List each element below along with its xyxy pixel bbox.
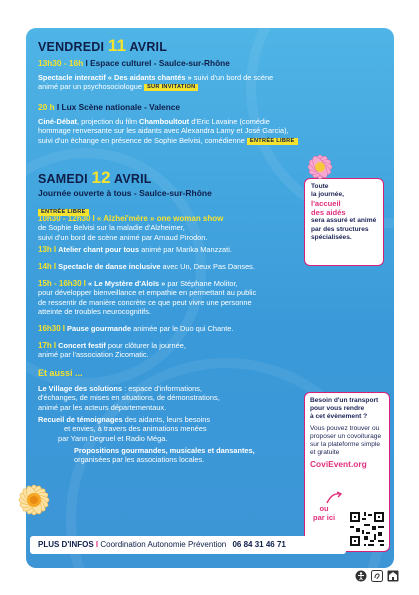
- saturday-event-1: 10h30 - 12h30 I « Alzhei'mère » one woman show de Sophie Belvisi sur la maladie d'Alzheimer, suivi d'un bord de scène animé par Arnaud Pirodon.: [38, 214, 224, 242]
- building-icon: [387, 570, 399, 582]
- saturday-event-5: 16h30 I Pause gourmande animée par le Duo qui Chante.: [38, 324, 234, 333]
- friday-slot2-header: 20 h I Lux Scène nationale - Valence: [38, 102, 181, 112]
- saturday-event-2: 13h I Atelier chant pour tous animé par Marika Manzzati.: [38, 245, 232, 254]
- accessibility-icon: [355, 570, 367, 582]
- flower-icon: [4, 470, 64, 530]
- also-item-1: Le Village des solutions : espace d'informations, d'échanges, de mises en situations, de démonstrations, animé par les acteurs départementaux.: [38, 384, 220, 412]
- saturday-event-6: 17h I Concert festif pour clôturer la journée, animé par l'association Zicomatic.: [38, 341, 186, 360]
- covievent-link[interactable]: CoviEvent.org: [310, 459, 367, 470]
- also-item-2: Recueil de témoignages des aidants, leurs besoins et envies, à travers des animations menées par Yann Degruel et Radio Méga.: [38, 415, 211, 443]
- friday-slot1-header: 13h30 - 16h I Espace culturel - Saulce-sur-Rhône: [38, 58, 230, 68]
- friday-slot1-desc: Spectacle interactif « Des aidants chantés » suivi d'un bord de scène animé par un psychosociologue SUR INVITATION: [38, 73, 274, 92]
- also-item-3: Propositions gourmandes, musicales et dansantes, organisées par les associations locales.: [74, 446, 255, 465]
- arrow-icon: [325, 491, 343, 505]
- saturday-event-3: 14h I Spectacle de danse inclusive avec Un, Deux Pas Danses.: [38, 262, 255, 271]
- footer-logos: [355, 570, 399, 582]
- flower-icon: [295, 145, 345, 189]
- friday-slot2-desc: Ciné-Débat, projection du film Chamboultout d'Eric Lavaine (comédie hommage renversante sur les aidants avec Alexandra Lamy et José Garcia), suivi d'un échange en présence de Sophie Belvisi, comédienne ENTRÉE LIBRE: [38, 117, 378, 145]
- also-title: Et aussi ...: [38, 368, 83, 378]
- phone-number[interactable]: 06 84 31 46 71: [232, 540, 286, 549]
- caregiver-welcome-callout: Toute la journée, l'accueil des aidés sera assuré et animé par des structures spécialisées.: [304, 178, 384, 266]
- transport-callout: Besoin d'un transport pour vous rendre à cet évènement ? Vous pouvez trouver ou proposer un covoiturage sur la plateforme simple et gratuite CoviEvent.org ou par ici: [304, 392, 390, 552]
- saturday-event-4: 15h - 16h30 I « Le Mystère d'Aloïs » par Stéphane Molitor, pour développer bienveillance et empathie en permettant au public de ressentir de manière concrète ce que peut vivre une personne atteinte de troubles neurocognitifs.: [38, 279, 257, 317]
- free-entry-tag: ENTRÉE LIBRE: [38, 209, 89, 216]
- invitation-tag: SUR INVITATION: [144, 84, 198, 91]
- hearing-icon: [371, 570, 383, 582]
- qr-code[interactable]: [348, 510, 386, 548]
- free-entry-tag: ENTRÉE LIBRE: [247, 138, 298, 145]
- friday-heading: VENDREDI 11 AVRIL: [38, 36, 168, 55]
- saturday-open-line: Journée ouverte à tous - Saulce-sur-Rhône: [38, 188, 212, 198]
- saturday-heading: SAMEDI 12 AVRIL: [38, 168, 152, 187]
- this-way-label: ou par ici: [313, 504, 336, 522]
- more-info-bar: PLUS D'INFOS I Coordination Autonomie Prévention 06 84 31 46 71: [30, 536, 346, 554]
